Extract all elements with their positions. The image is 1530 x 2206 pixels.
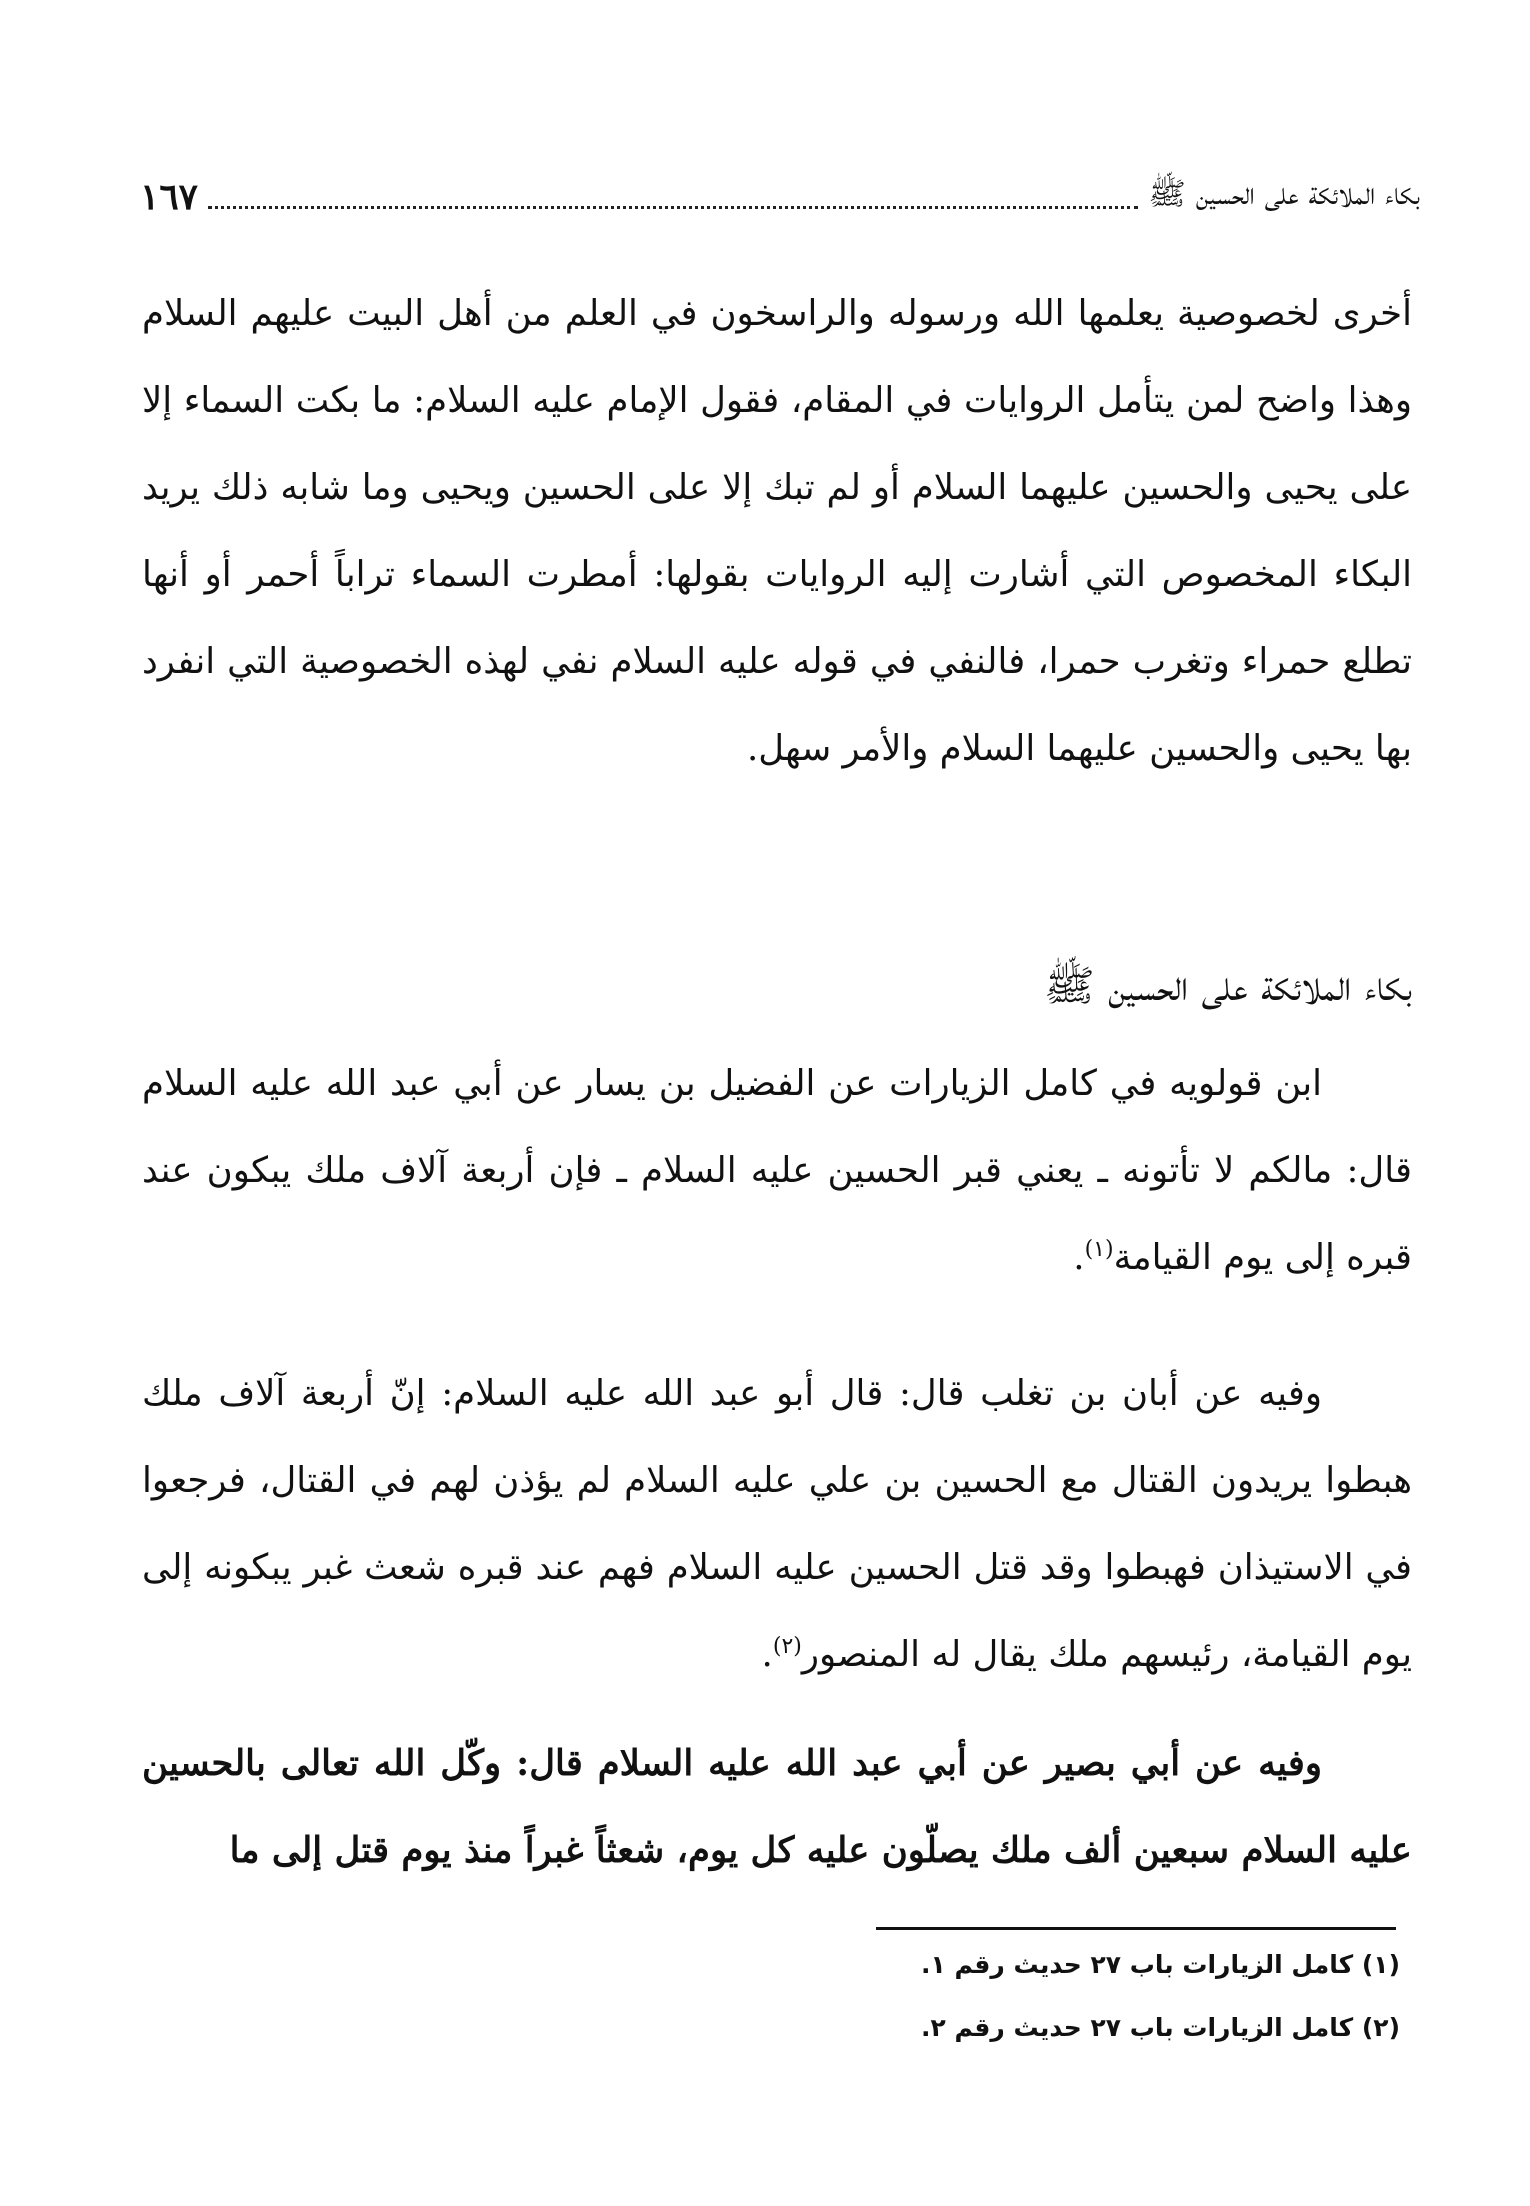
footnote-1: (١) كامل الزيارات باب ٢٧ حديث رقم ١. xyxy=(920,1950,1400,1979)
footnote-2: (٢) كامل الزيارات باب ٢٧ حديث رقم ٢. xyxy=(920,2013,1400,2042)
paragraph-abu-basir: وفيه عن أبي بصير عن أبي عبد الله عليه السلام قال: وكّل الله تعالى بالحسين عليه السلام سبعين ألف ملك يصلّون عليه كل يوم، شعثاً غبراً منذ يوم قتل إلى ما xyxy=(142,1743,1412,1871)
paragraph-ibn-qulawayh xyxy=(142,1040,1412,1301)
section-heading: بكاء الملائكة على الحسين ﷺ xyxy=(1044,961,1412,1010)
running-header-title: بكاء الملائكة على الحسين ﷺ xyxy=(1148,175,1420,212)
footnote-ref-2[interactable]: (٢) xyxy=(772,1634,802,1660)
footnote-ref-1[interactable]: (١) xyxy=(1084,1237,1114,1263)
running-header xyxy=(140,172,1420,222)
footnote-divider xyxy=(876,1927,1396,1930)
paragraph-continuation: أخرى لخصوصية يعلمها الله ورسوله والراسخون في العلم من أهل البيت عليهم السلام وهذا واضح لمن يتأمل الروايات في المقام، فقول الإمام عليه السلام: ما بكت السماء إلا على يحيى والحسين عليهما السلام أو لم تبك إلا على الحسين ويحيى وما شابه ذلك يريد البكاء المخصوص التي أشارت إليه الروايات بقولها: أمطرت السماء تراباً أحمر أو أنها تطلع حمراء وتغرب حمرا، فالنفي في قوله عليه السلام نفي لهذه الخصوصية التي انفرد بها يحيى والحسين عليهما السلام والأمر سهل. xyxy=(142,293,1412,769)
paragraph-text: ابن قولويه في كامل الزيارات عن الفضيل بن يسار عن أبي عبد الله عليه السلام قال: مالكم لا تأتونه ـ يعني قبر الحسين عليه السلام ـ فإن أربعة آلاف ملك يبكون عند قبره إلى يوم القيامة xyxy=(142,1063,1412,1278)
paragraph-end-mark: . xyxy=(1073,1237,1085,1278)
paragraph-aban xyxy=(142,1350,1412,1698)
page-number: ١٦٧ xyxy=(140,176,199,218)
paragraph-end-mark: . xyxy=(761,1634,773,1675)
paragraph-text: وفيه عن أبان بن تغلب قال: قال أبو عبد الله عليه السلام: إنّ أربعة آلاف ملك هبطوا يريدون القتال مع الحسين بن علي عليه السلام لم يؤذن لهم في القتال، فرجعوا في الاستيذان فهبطوا وقد قتل الحسين عليه السلام فهم عند قبره شعث غبر يبكونه إلى يوم القيامة، رئيسهم ملك يقال له المنصور xyxy=(142,1373,1412,1675)
header-leader-dots xyxy=(208,206,1138,209)
